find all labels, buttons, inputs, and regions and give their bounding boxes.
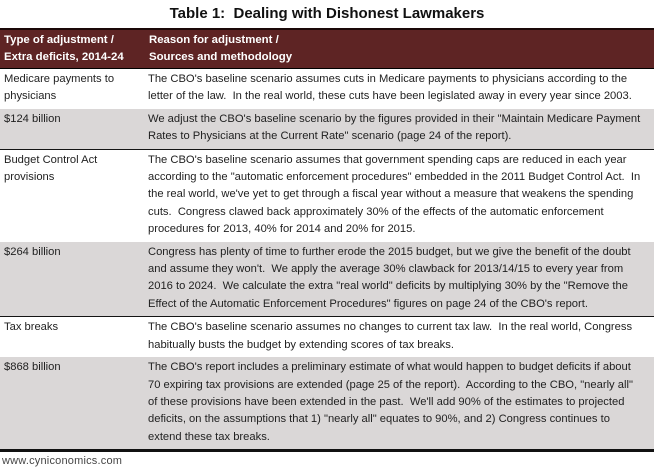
table-row-medicare-payments xyxy=(0,69,654,109)
reason-cell: The CBO's baseline scenario assumes that government spending caps are reduced in each year according to the "automatic enforcement procedures" embedded in the 2011 Budget Control Act. In the real world, we've yet to get through a fiscal year without a measure that weakens the spending cuts. Congress clawed back approximately 30% of the effects of the automatic enforcement procedures for 2013, 40% for 2014 and 20% for 2015. xyxy=(148,153,644,236)
reason-cell: The CBO's report includes a preliminary estimate of what would happen to budget deficits if about 70 expiring tax provisions are extended (page 25 of the report). According to the CBO, "nearly all" of these provisions have been extended in the past. We'll add 90% of the estimates to projected deficits, on the assumptions that 1) "nearly all" equates to 90%, and 2) Congress continues to extend these tax breaks. xyxy=(148,361,637,443)
adjustment-cell: $264 billion xyxy=(4,245,61,258)
table-row-264-billion xyxy=(0,242,654,317)
table-row-budget-control-act xyxy=(0,149,654,242)
col-header-type-line1: Type of adjustment / xyxy=(4,34,114,46)
col-header-reason-line2: Sources and methodology xyxy=(149,50,293,63)
adjustment-cell: Budget Control Act provisions xyxy=(4,153,98,184)
table-title: Table 1: Dealing with Dishonest Lawmakers xyxy=(169,5,485,22)
table-header xyxy=(0,29,654,69)
col-header-type-line2: Extra deficits, 2014-24 xyxy=(4,50,124,63)
reason-cell: Congress has plenty of time to further erode the 2015 budget, but we give the benefit of the doubt and assume they won't. We apply the average 30% clawback for 2013/14/15 to every year from 2016 to 2024. We calculate the extra "real world" deficits by multiplying 30% by the "Remove the Effect of the Automatic Enforcement Procedures" figures on page 24 of the CBO's report. xyxy=(148,245,634,310)
adjustment-cell: $868 billion xyxy=(4,361,61,374)
reason-cell: We adjust the CBO's baseline scenario by the figures provided in their "Maintain Medicare Payment Rates to Physicians at the Current Rate" scenario (page 24 of the report). xyxy=(148,112,644,143)
table-row-tax-breaks xyxy=(0,317,654,357)
col-header-reason-line1: Reason for adjustment / xyxy=(149,34,279,46)
col-header-type-of-adjustment xyxy=(0,29,145,69)
reason-cell: The CBO's baseline scenario assumes no changes to current tax law. In the real world, Congress habitually busts the budget by extending scores of tax breaks. xyxy=(148,321,636,351)
adjustment-cell: $124 billion xyxy=(4,112,61,125)
col-header-reason xyxy=(145,29,654,69)
adjustments-table xyxy=(0,28,654,452)
table-row-868-billion xyxy=(0,357,654,451)
adjustment-cell: Medicare payments to physicians xyxy=(4,73,115,103)
table-row-124-billion xyxy=(0,109,654,149)
adjustment-cell: Tax breaks xyxy=(4,321,59,334)
header-row xyxy=(0,29,654,69)
reason-cell: The CBO's baseline scenario assumes cuts in Medicare payments to physicians according to the letter of the law. In the real world, these cuts have been legislated away in every year since 2003. xyxy=(148,73,632,103)
site-url: www.cyniconomics.com xyxy=(2,455,123,468)
